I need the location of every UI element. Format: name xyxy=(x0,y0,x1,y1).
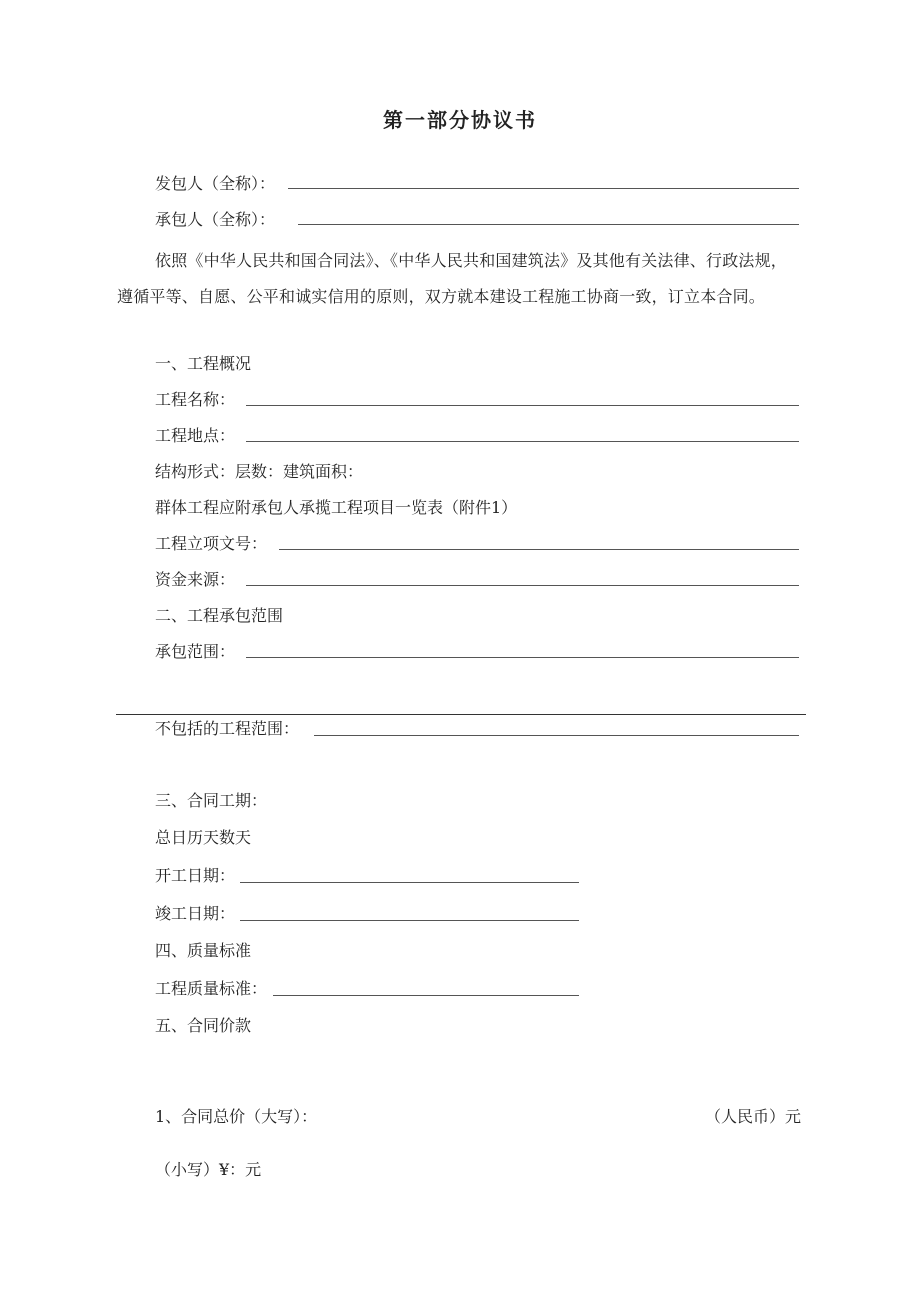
approval-number-label: 工程立项文号： xyxy=(155,534,268,553)
group-project-note: 群体工程应附承包人承揽工程项目一览表（附件1） xyxy=(155,498,518,517)
excluded-scope-label: 不包括的工程范围： xyxy=(155,719,300,738)
scope-continuation-line[interactable] xyxy=(116,714,806,715)
excluded-scope-field[interactable] xyxy=(314,735,799,736)
lowercase-amount-label: （小写）¥：元 xyxy=(155,1160,262,1179)
funding-source-label: 资金来源： xyxy=(155,570,236,589)
project-location-label: 工程地点： xyxy=(155,426,236,445)
employer-field[interactable] xyxy=(288,188,799,189)
employer-label: 发包人（全称）： xyxy=(155,174,276,193)
section2-heading: 二、工程承包范围 xyxy=(155,606,284,625)
scope-label: 承包范围： xyxy=(155,642,236,661)
start-date-label: 开工日期： xyxy=(155,866,236,885)
contractor-field[interactable] xyxy=(298,224,799,225)
project-name-field[interactable] xyxy=(246,405,799,406)
contractor-label: 承包人（全称）： xyxy=(155,210,276,229)
section5-heading: 五、合同价款 xyxy=(155,1016,252,1035)
quality-standard-field[interactable] xyxy=(273,995,579,996)
funding-source-field[interactable] xyxy=(246,585,799,586)
section1-heading: 一、工程概况 xyxy=(155,354,252,373)
structure-line: 结构形式：层数：建筑面积： xyxy=(155,462,364,481)
total-price-label: 1、合同总价（大写）： xyxy=(155,1107,318,1126)
approval-number-field[interactable] xyxy=(279,549,799,550)
section3-heading: 三、合同工期： xyxy=(155,791,268,810)
completion-date-field[interactable] xyxy=(240,920,579,921)
start-date-field[interactable] xyxy=(240,882,579,883)
page-title: 第一部分协议书 xyxy=(383,108,537,132)
currency-suffix: （人民币）元 xyxy=(705,1107,802,1126)
total-days-line: 总日历天数天 xyxy=(155,828,252,847)
project-name-label: 工程名称： xyxy=(155,390,236,409)
section4-heading: 四、质量标准 xyxy=(155,941,252,960)
preamble-paragraph: 依照《中华人民共和国合同法》、《中华人民共和国建筑法》及其他有关法律、行政法规，遵循平等、自愿、公平和诚实信用的原则，双方就本建设工程施工协商一致，订立本合同。 xyxy=(117,251,788,306)
quality-standard-label: 工程质量标准： xyxy=(155,979,268,998)
scope-field[interactable] xyxy=(246,657,799,658)
completion-date-label: 竣工日期： xyxy=(155,904,236,923)
project-location-field[interactable] xyxy=(246,441,799,442)
